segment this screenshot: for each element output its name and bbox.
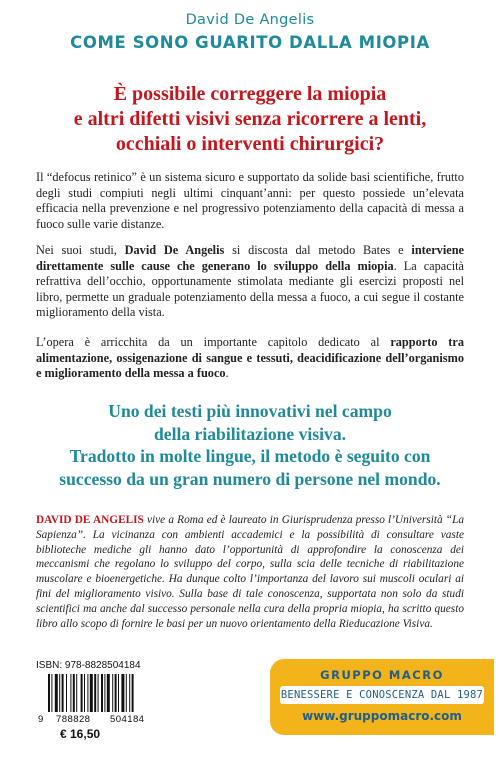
barcode-digits-left: 788828	[56, 714, 91, 725]
promo-line: successo da un gran numero di persone nel mondo.	[59, 468, 441, 489]
promo-line: della riabilitazione visiva.	[153, 423, 347, 444]
author-mention: David De Angelis	[124, 243, 225, 257]
text-run: .	[225, 366, 229, 381]
barcode-digit-first: 9	[38, 714, 44, 725]
body-paragraph-2	[36, 243, 464, 321]
body-paragraph-1: Il “defocus retinico” è un sistema sicuro e supportato da solide basi scientifiche, frutto degli studi compiuti negli ultimi cinquant’anni: per questo possiede un’elevata efficacia nella prevenzione e nel progressivo potenziamento della capacità di messa a fuoco sulle varie distanze.	[36, 170, 464, 231]
isbn-label: ISBN: 978-8828504184	[36, 660, 141, 671]
promo-block	[20, 400, 480, 490]
book-title: COME SONO GUARITO DALLA MIOPIA	[70, 33, 430, 52]
barcode-area	[36, 660, 164, 740]
author-name: David De Angelis	[185, 12, 315, 28]
author-bio	[36, 513, 464, 631]
text-run: Nei suoi studi,	[36, 243, 125, 257]
price-label: € 16,50	[60, 727, 101, 741]
barcode-icon	[48, 674, 160, 712]
bio-text: vive a Roma ed è laureato in Giurisprudenza presso l’Università “La Sapienza”. La vicinanza con ambienti accademici e la possibilità di consultare vaste biblioteche mediche gli hanno dato l’opportunità di approfondire la conoscenza dei meccanismi che regolano lo sviluppo del corpo, sulla scia delle tecniche di riabilitazione muscolare e bioenergetiche. Ha dunque colto l’importanza del lavoro sui muscoli oculari ai fini del miglioramento visivo. Sulla base di tale conoscenza, supportata non solo da studi scientifici ma anche dal successo personale nella cura della propria miopia, ha scritto questo libro allo scopo di fornire le basi per un nuovo orientamento della Rieducazione Visiva.	[36, 514, 465, 630]
text-run: . La capacità refrattiva dell’occhio, opportunamente stimolata mediante gli esercizi proposti nel libro, permette un graduale potenziamento della messa a fuoco, a cui segue il costante miglioramento della vista.	[36, 258, 464, 320]
promo-line: Tradotto in molte lingue, il metodo è seguito con	[69, 446, 431, 466]
barcode-digits-right: 504184	[110, 714, 145, 725]
body-paragraph-3	[36, 335, 464, 382]
publisher-badge	[270, 659, 494, 735]
publisher-url: www.gruppomacro.com	[302, 709, 462, 723]
headline-line: e altri difetti visivi senza ricorrere a lenti,	[73, 108, 427, 130]
promo-line: Uno dei testi più innovativi nel campo	[108, 401, 392, 421]
bold-phrase: interviene direttamente sulle cause che generano lo sviluppo della miopia	[36, 243, 464, 273]
bold-phrase: rapporto tra alimentazione, ossigenazione di sangue e tessuti, deacidificazione dell’organismo e miglioramento della messa a fuoco	[36, 335, 464, 381]
bio-author-name: DAVID DE ANGELIS	[36, 514, 144, 526]
headline-line: occhiali o interventi chirurgici?	[115, 133, 385, 155]
publisher-name: GRUPPO MACRO	[320, 668, 444, 682]
text-run: L’opera è arricchita da un importante capitolo dedicato al	[36, 335, 391, 349]
headline	[30, 82, 470, 157]
headline-line: È possibile correggere la miopia	[113, 83, 387, 105]
publisher-slogan: BENESSERE E CONOSCENZA DAL 1987	[280, 686, 484, 704]
text-run: si discosta dal metodo Bates e	[224, 243, 412, 257]
